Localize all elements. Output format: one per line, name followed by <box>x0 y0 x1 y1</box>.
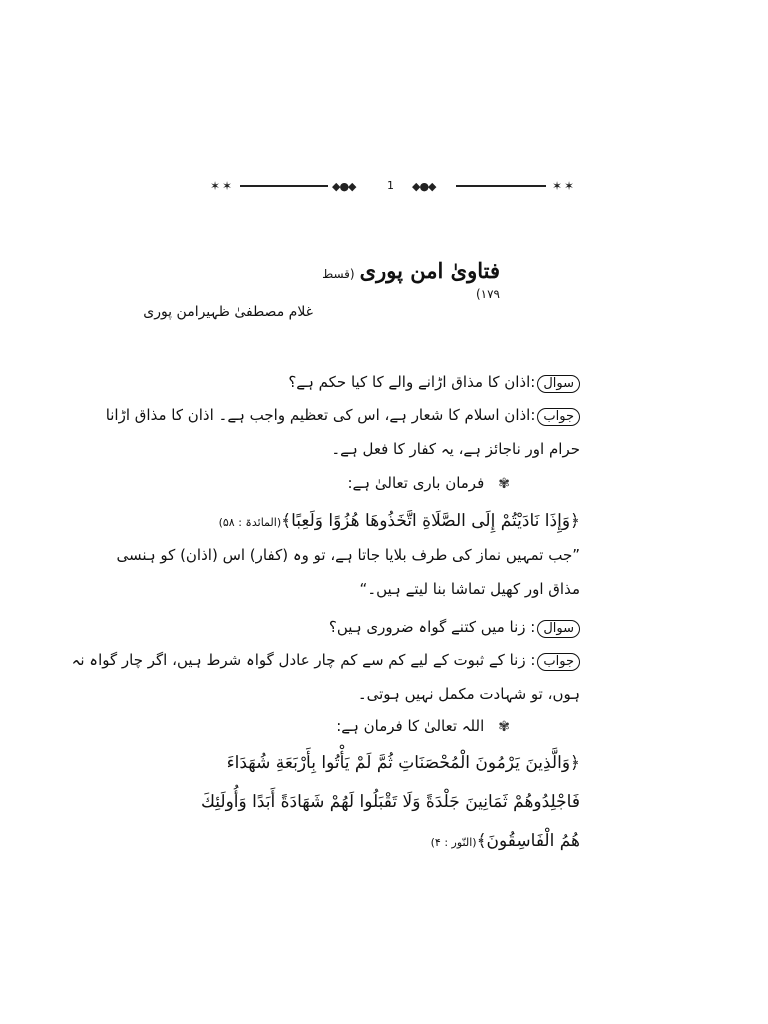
ayah-reference: (النّور : ۴) <box>430 836 477 849</box>
title-part: (قسط ۱۷۹) <box>322 267 500 301</box>
answer-label: جواب <box>537 408 580 426</box>
star-ornament-icon: ✶✶ <box>210 179 235 193</box>
rosette-icon: ✾ <box>498 719 510 735</box>
question-label: سوال <box>537 620 580 638</box>
star-ornament-icon: ✶✶ <box>552 179 577 193</box>
title-main: فتاویٰ امن پوری <box>359 258 500 283</box>
ayah-2-line-1: ﴿وَالَّذِينَ يَرْمُونَ الْمُحْصَنَاتِ ثُمَّ لَمْ يَأْتُوا بِأَرْبَعَةِ شُهَدَاءَ <box>226 753 580 773</box>
ayah-1 <box>219 510 580 531</box>
page-number: 1 <box>387 179 394 192</box>
page-header-ornament <box>210 176 576 196</box>
intro-text: اللہ تعالیٰ کا فرمان ہے: <box>336 717 485 735</box>
question-1 <box>288 372 580 393</box>
answer-text-cont: حرام اور ناجائز ہے، یہ کفار کا فعل ہے۔ <box>331 440 580 458</box>
rosette-icon: ✾ <box>498 476 510 492</box>
ayah-reference: (المائدۃ : ۵۸) <box>218 516 282 529</box>
verse-intro-1 <box>347 473 510 492</box>
ayah-text: ﴿وَإِذَا نَادَيْتُمْ إِلَى الصَّلَاةِ اتَّخَذُوهَا هُزُوًا وَلَعِبًا﴾ <box>281 511 580 531</box>
ayah-text: هُمُ الْفَاسِقُونَ﴾ <box>476 831 580 851</box>
answer-1 <box>106 405 580 426</box>
article-title <box>300 258 500 302</box>
answer-text: : زنا کے ثبوت کے لیے کم سے کم چار عادل گواہ شرط ہیں، اگر چار گواہ نہ <box>71 651 536 669</box>
answer-text-cont: ہوں، تو شہادت مکمل نہیں ہوتی۔ <box>357 685 580 703</box>
answer-2 <box>72 650 580 671</box>
verse-intro-2 <box>336 716 510 735</box>
divider <box>240 185 328 187</box>
ayah-2-line-2: فَاجْلِدُوهُمْ ثَمَانِينَ جَلْدَةً وَلَا تَقْبَلُوا لَهُمْ شَهَادَةً أَبَدًا وَأُولَئِكَ <box>200 792 580 812</box>
question-label: سوال <box>537 375 580 393</box>
translation-1-cont: مذاق اور کھیل تماشا بنا لیتے ہیں۔“ <box>359 580 580 598</box>
intro-text: فرمان باری تعالیٰ ہے: <box>347 474 485 492</box>
divider <box>456 185 546 187</box>
question-text: : زنا میں کتنے گواہ ضروری ہیں؟ <box>328 618 536 636</box>
dot-ornament-icon: ◆●◆ <box>332 180 356 193</box>
dot-ornament-icon: ◆●◆ <box>412 180 436 193</box>
question-2 <box>329 617 580 638</box>
question-text: :اذان کا مذاق اڑانے والے کا کیا حکم ہے؟ <box>288 373 536 391</box>
answer-label: جواب <box>537 653 580 671</box>
author-name: غلام مصطفیٰ ظہیرامن پوری <box>143 304 313 320</box>
translation-1: ”جب تمہیں نماز کی طرف بلایا جاتا ہے، تو وہ (کفار) اس (اذان) کو ہنسی <box>116 546 580 564</box>
answer-text: :اذان اسلام کا شعار ہے، اس کی تعظیم واجب ہے۔ اذان کا مذاق اڑانا <box>105 406 536 424</box>
ayah-2-line-3 <box>431 830 580 851</box>
